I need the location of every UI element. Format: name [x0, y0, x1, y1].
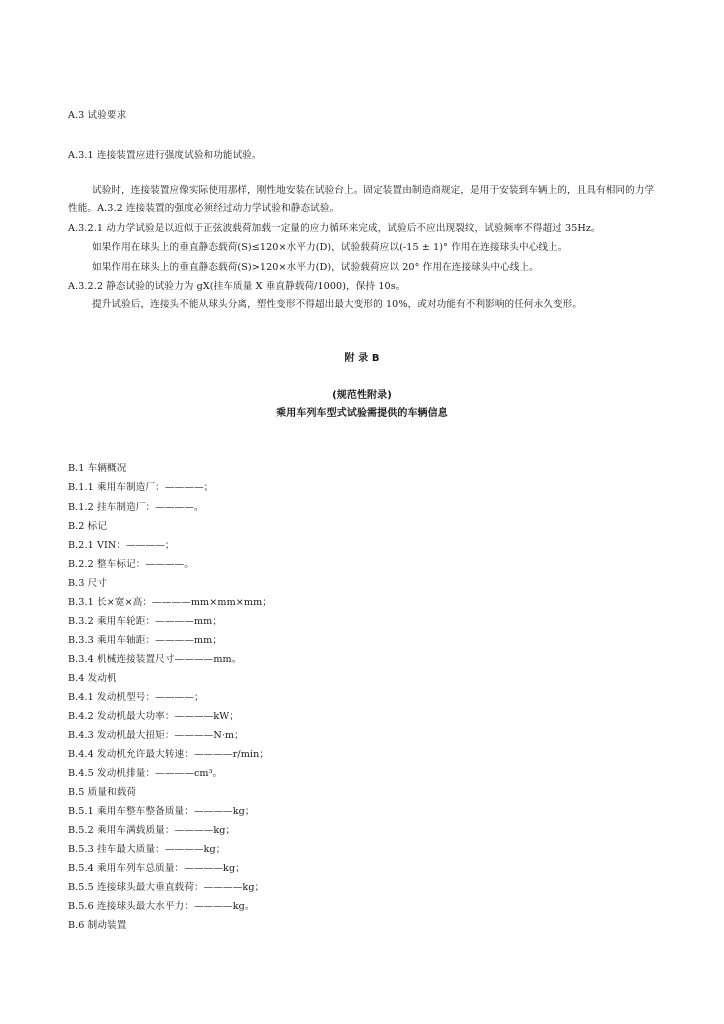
- list-item: B.4 发动机: [68, 673, 117, 684]
- list-item: B.5.2 乘用车满载质量：————kg；: [68, 825, 236, 836]
- paragraph-test-setup: 试验时，连接装置应像实际使用那样，刚性地安装在试验台上。固定装置由制造商规定，是用于安装到车辆上的，且具有相同的力学性能。A.3.2 连接装置的强度必须经过动力学试验和静态试验。: [68, 185, 655, 214]
- list-item: B.5 质量和载荷: [68, 787, 137, 798]
- appendix-subtitle: (规范性附录): [332, 390, 392, 401]
- clause-a31: A.3.1 连接装置应进行强度试验和功能试验。: [68, 150, 262, 161]
- list-item: B.3.2 乘用车轮距：————mm；: [68, 616, 223, 627]
- list-item: B.1 车辆概况: [68, 463, 127, 474]
- condition-line-b: 如果作用在球头上的垂直静态载荷(S)>120×水平力(D)，试验载荷应以 20° 作用在连接球头中心线上。: [92, 262, 539, 273]
- appendix-title: 附 录 B: [344, 353, 380, 364]
- list-item: B.4.3 发动机最大扭矩：————N·m；: [68, 730, 244, 741]
- list-item: B.4.5 发动机排量：————cm³。: [68, 768, 223, 779]
- list-item: B.3.4 机械连接装置尺寸————mm。: [68, 654, 242, 665]
- list-item: B.2.1 VIN：————；: [68, 540, 175, 551]
- list-item: B.3.3 乘用车轴距：————mm；: [68, 635, 223, 646]
- condition-line-a: 如果作用在球头上的垂直静态载荷(S)≤120×水平力(D)，试验载荷应以(-15 ± 1)° 作用在连接球头中心线上。: [92, 242, 568, 253]
- list-item: B.5.3 挂车最大质量：————kg；: [68, 844, 226, 855]
- list-item: B.5.5 连接球头最大垂直载荷：————kg；: [68, 882, 265, 893]
- lift-test-line: 提升试验后，连接头不能从球头分离，塑性变形不得超出最大变形的 10%，或对功能有不利影响的任何永久变形。: [92, 299, 583, 310]
- list-item: B.6 制动装置: [68, 920, 127, 931]
- appendix-name: 乘用车列车型式试验需提供的车辆信息: [276, 408, 448, 419]
- list-item: B.5.4 乘用车列车总质量：————kg；: [68, 863, 245, 874]
- list-item: B.2 标记: [68, 521, 108, 532]
- clause-a322: A.3.2.2 静态试验的试验力为 gX(挂车质量 X 垂直静载荷/1000)，保持 10s。: [68, 281, 406, 292]
- list-item: B.5.6 连接球头最大水平力：————kg。: [68, 901, 255, 912]
- list-item: B.3 尺寸: [68, 578, 108, 589]
- clause-a321: A.3.2.1 动力学试验是以近似于正弦波载荷加载一定量的应力循环来完成，试验后不应出现裂纹，试验频率不得超过 35Hz。: [68, 223, 601, 234]
- list-item: B.2.2 整车标记：————。: [68, 559, 194, 570]
- list-item: B.1.1 乘用车制造厂：————；: [68, 482, 214, 493]
- list-item: B.1.2 挂车制造厂：————。: [68, 502, 204, 513]
- list-item: B.4.2 发动机最大功率：————kW；: [68, 711, 239, 722]
- list-item: B.3.1 长×宽×高：————mm×mm×mm；: [68, 597, 272, 608]
- section-heading-a3: A.3 试验要求: [68, 110, 127, 121]
- list-item: B.4.1 发动机型号：————；: [68, 692, 204, 703]
- list-item: B.4.4 发动机允许最大转速：————r/min；: [68, 749, 270, 760]
- list-item: B.5.1 乘用车整车整备质量：————kg；: [68, 806, 255, 817]
